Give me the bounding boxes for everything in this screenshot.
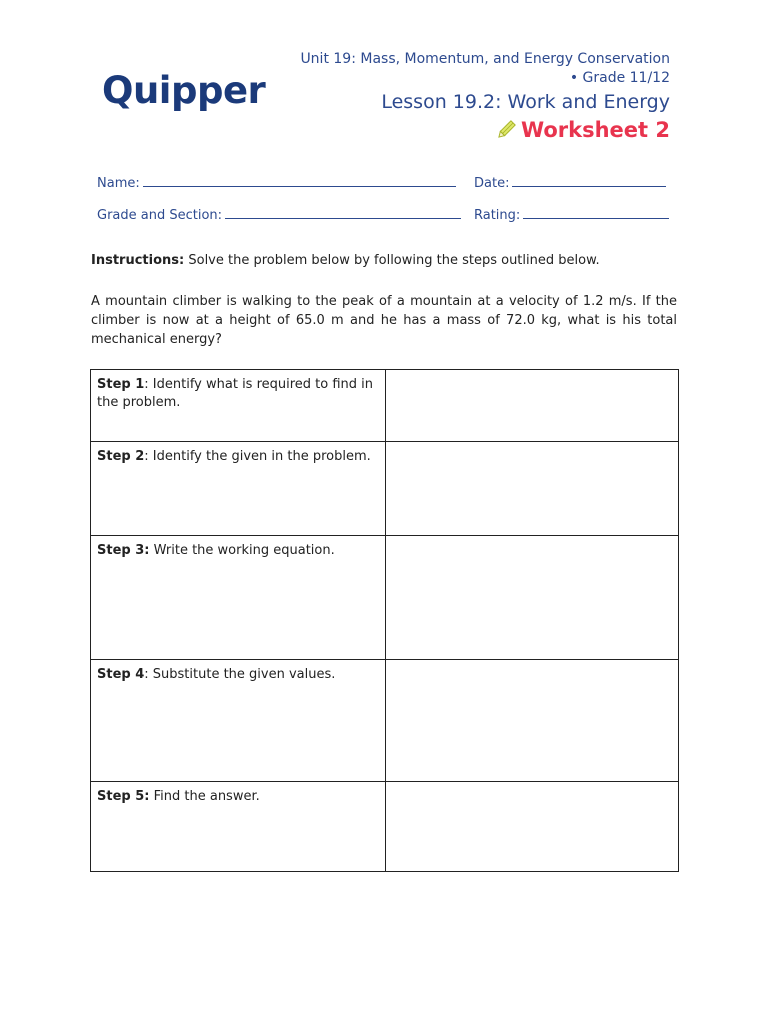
instructions-text: Solve the problem below by following the steps outlined below. [188,253,600,268]
step-1-text: : Identify what is required to find in the problem. [97,377,374,410]
name-field[interactable] [97,174,456,193]
step-1-prompt [91,370,386,442]
pencil-icon [495,119,517,141]
step-3-prompt [91,536,386,660]
instructions [91,252,681,270]
step-5-prompt [91,782,386,872]
step-3-text: Write the working equation. [149,543,335,558]
step-row [91,442,679,536]
date-line[interactable] [512,174,666,187]
step-2-prompt [91,442,386,536]
grade-section-label: Grade and Section: [97,208,223,223]
grade-level: • Grade 11/12 [569,70,670,86]
rating-line[interactable] [523,206,669,219]
date-label: Date: [474,176,510,191]
step-4-answer[interactable] [386,660,679,782]
steps-table [90,369,679,872]
worksheet-header [250,50,670,144]
step-2-label: Step 2 [97,449,145,464]
step-5-label: Step 5: [97,789,150,804]
unit-title: Unit 19: Mass, Momentum, and Energy Conservation [300,51,670,67]
worksheet-title: Worksheet 2 [520,118,670,142]
step-row [91,370,679,442]
grade-section-field[interactable] [97,206,461,225]
step-4-label: Step 4 [97,667,145,682]
step-5-answer[interactable] [386,782,679,872]
rating-field[interactable] [474,206,669,225]
step-2-answer[interactable] [386,442,679,536]
name-line[interactable] [143,174,456,187]
step-5-text: Find the answer. [149,789,260,804]
step-1-answer[interactable] [386,370,679,442]
step-row [91,536,679,660]
instructions-label: Instructions: [91,253,185,268]
step-2-text: : Identify the given in the problem. [144,449,371,464]
date-field[interactable] [474,174,666,193]
step-3-answer[interactable] [386,536,679,660]
name-label: Name: [97,176,140,191]
grade-section-line[interactable] [225,206,461,219]
step-1-label: Step 1 [97,377,145,392]
step-row [91,660,679,782]
step-4-prompt [91,660,386,782]
step-row [91,782,679,872]
rating-label: Rating: [474,208,521,223]
problem-statement: A mountain climber is walking to the peak of a mountain at a velocity of 1.2 m/s. If the climber is now at a height of 65.0 m and he has a mass of 72.0 kg, what is his total mechanical energy? [91,294,677,347]
lesson-title: Lesson 19.2: Work and Energy [381,91,670,113]
step-4-text: : Substitute the given values. [144,667,336,682]
step-3-label: Step 3: [97,543,150,558]
quipper-logo: Quipper [102,69,266,112]
worksheet-title-row [250,116,670,144]
